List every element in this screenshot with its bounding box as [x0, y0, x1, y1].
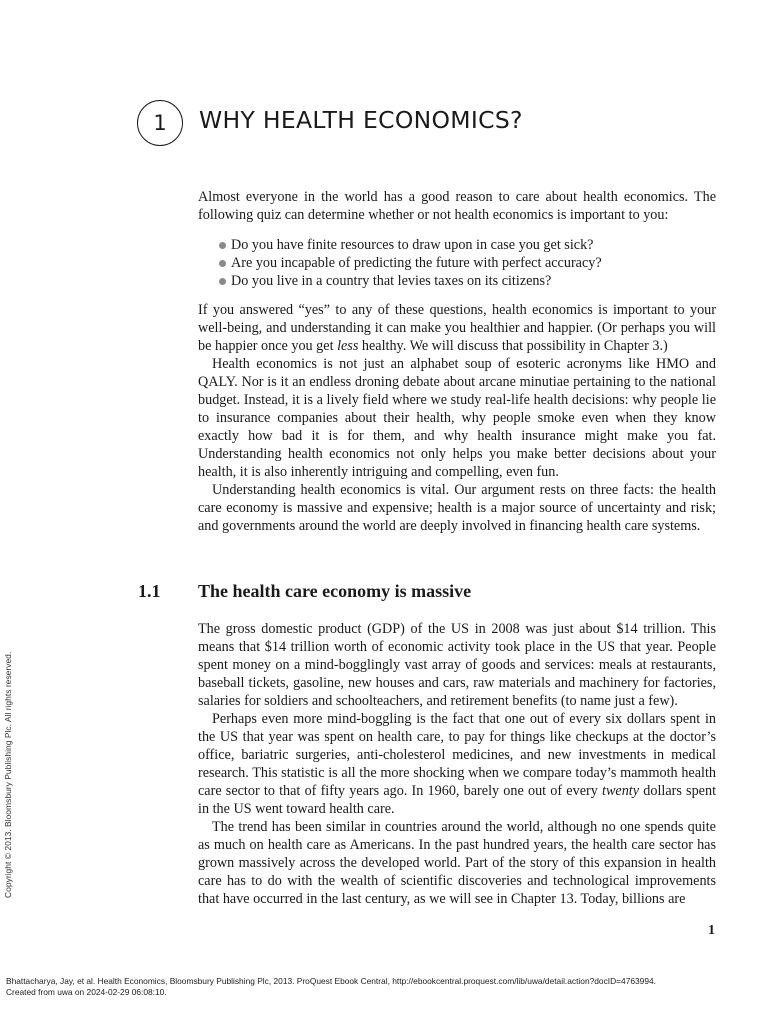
- chapter-heading: [137, 100, 523, 146]
- bullet-dot-icon: [219, 242, 226, 249]
- intro-paragraph-3: Health economics is not just an alphabet soup of esoteric acronyms like HMO and QALY. Nor is it an endless droning debate about arcane minutiae pertaining to the national budget. Instead, it is a lively field where we study real-life health decisions: why people lie to insurance companies about their health, why people smoke even when they know exactly how bad it is for them, and why health insurance might make you fat. Understanding health economics not only helps you make better decisions about your health, it is also inherently intriguing and compelling, even fun.: [198, 356, 716, 480]
- chapter-number-circle: 1: [137, 100, 183, 146]
- side-copyright-notice: Copyright © 2013. Bloomsbury Publishing Plc. All rights reserved.: [3, 651, 13, 898]
- footer-created-line: Created from uwa on 2024-02-29 06:08:10.: [6, 986, 167, 997]
- list-item: Are you incapable of predicting the future with perfect accuracy?: [198, 254, 716, 272]
- quiz-list-block: [198, 236, 716, 290]
- list-item: Do you have finite resources to draw upon in case you get sick?: [198, 236, 716, 254]
- section-number: 1.1: [138, 581, 161, 601]
- page-number: 1: [708, 923, 715, 938]
- section-body-block: [198, 620, 716, 908]
- chapter-title: WHY HEALTH ECONOMICS?: [199, 106, 523, 134]
- intro-continued-block: [198, 301, 716, 535]
- quiz-bullet-list: [198, 236, 716, 290]
- intro-paragraph-2: If you answered “yes” to any of these questions, health economics is important to your well-being, and understanding it can make you healthier and happier. (Or perhaps you will be happier once you get less healthy. We will discuss that possibility in Chapter 3.): [198, 302, 716, 354]
- bullet-dot-icon: [219, 260, 226, 267]
- intro-paragraph-1: Almost everyone in the world has a good reason to care about health economics. The following quiz can determine whether or not health economics is important to you:: [198, 189, 716, 223]
- intro-block: [198, 188, 716, 224]
- section-title: The health care economy is massive: [198, 581, 472, 601]
- footer-citation-line: Bhattacharya, Jay, et al. Health Economics, Bloomsbury Publishing Plc, 2013. ProQuest Ebook Central, http://ebookcentral.proquest.com/lib/uwa/detail.action?docID=4763994.: [6, 976, 656, 986]
- citation-footer: [6, 976, 656, 997]
- section-paragraph-3: The trend has been similar in countries around the world, although no one spends quite as much on health care as Americans. In the past hundred years, the health care sector has grown massively across the developed world. Part of the story of this expansion in health care has to do with the wealth of scientific discoveries and technological improvements that have occurred in the last century, as we will see in Chapter 13. Today, billions are: [198, 819, 716, 907]
- bullet-dot-icon: [219, 278, 226, 285]
- section-paragraph-1: The gross domestic product (GDP) of the US in 2008 was just about $14 trillion. This means that $14 trillion worth of economic activity took place in the US that year. People spent money on a mind-bogglingly vast array of goods and services: meals at restaurants, baseball tickets, gasoline, new houses and cars, raw materials and machinery for factories, salaries for soldiers and schoolteachers, and retirement benefits (to name just a few).: [198, 621, 716, 709]
- section-paragraph-2: Perhaps even more mind-boggling is the fact that one out of every six dollars spent in the US that year was spent on health care, to pay for things like checkups at the doctor’s office, bariatric surgeries, anti-cholesterol medicines, and new investments in medical research. This statistic is all the more shocking when we compare today’s mammoth health care sector to that of fifty years ago. In 1960, barely one out of every twenty dollars spent in the US went toward health care.: [198, 711, 717, 817]
- intro-paragraph-4: Understanding health economics is vital. Our argument rests on three facts: the health care economy is massive and expensive; health is a major source of uncertainty and risk; and governments around the world are deeply involved in financing health care systems.: [198, 482, 716, 534]
- list-item: Do you live in a country that levies taxes on its citizens?: [198, 272, 716, 290]
- section-heading: [138, 581, 471, 602]
